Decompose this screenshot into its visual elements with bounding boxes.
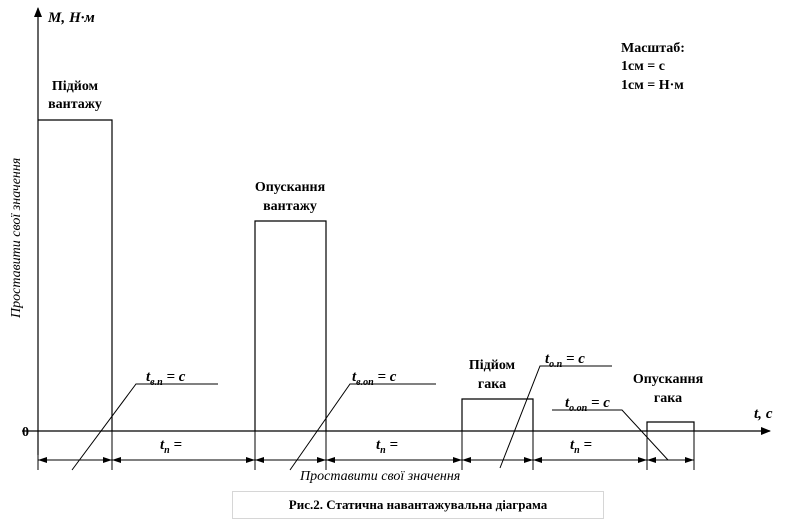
time-label-t-o-p: $t_{о.п} = с$ bbox=[545, 351, 585, 370]
scale-line-2: 1см = Н·м bbox=[621, 78, 684, 93]
caption-text: Рис.2. Статична навантажувальна діаграма bbox=[288, 497, 548, 512]
leader-t-v-op bbox=[290, 384, 436, 470]
leader-t-v-p bbox=[72, 384, 218, 470]
pause-label-1: $t_п$ = bbox=[160, 437, 183, 456]
label-lift-hook-1: Підйом bbox=[468, 358, 516, 373]
x-axis-label: t, с bbox=[754, 406, 773, 422]
pause-label-3: $t_п$ = bbox=[570, 437, 593, 456]
label-lower-load-1: Опускання bbox=[254, 180, 326, 195]
leader-t-o-p bbox=[500, 366, 612, 468]
zero-label: 0 bbox=[22, 425, 29, 440]
pause-label-2: $t_п$ = bbox=[376, 437, 399, 456]
bottom-note: Проставити свої значення bbox=[300, 469, 461, 484]
time-label-t-o-op: $t_{о.оп} = с$ bbox=[565, 395, 610, 414]
scale-title: Масштаб: bbox=[621, 41, 685, 56]
label-lower-hook-2: гака bbox=[653, 391, 683, 406]
dimension-ticks bbox=[38, 431, 694, 470]
pulse-lift-load bbox=[38, 120, 112, 431]
figure-caption bbox=[232, 491, 604, 519]
time-label-t-v-p: $t_{в.п} = с$ bbox=[146, 369, 186, 388]
time-label-t-v-op: $t_{в.оп} = с$ bbox=[352, 369, 397, 388]
y-axis-label: M, Н·м bbox=[48, 10, 95, 26]
label-lift-hook-2: гака bbox=[477, 377, 507, 392]
label-lift-load-1: Підйом bbox=[51, 79, 99, 94]
pulse-lift-hook bbox=[462, 399, 533, 431]
label-lower-hook-1: Опускання bbox=[632, 372, 704, 387]
pulse-lower-load bbox=[255, 221, 326, 431]
pulse-lower-hook bbox=[647, 422, 694, 431]
scale-line-1: 1см = с bbox=[621, 59, 665, 74]
label-lower-load-2: вантажу bbox=[263, 199, 317, 214]
label-lift-load-2: вантажу bbox=[48, 97, 102, 112]
side-note: Проставити свої значення bbox=[9, 157, 24, 318]
